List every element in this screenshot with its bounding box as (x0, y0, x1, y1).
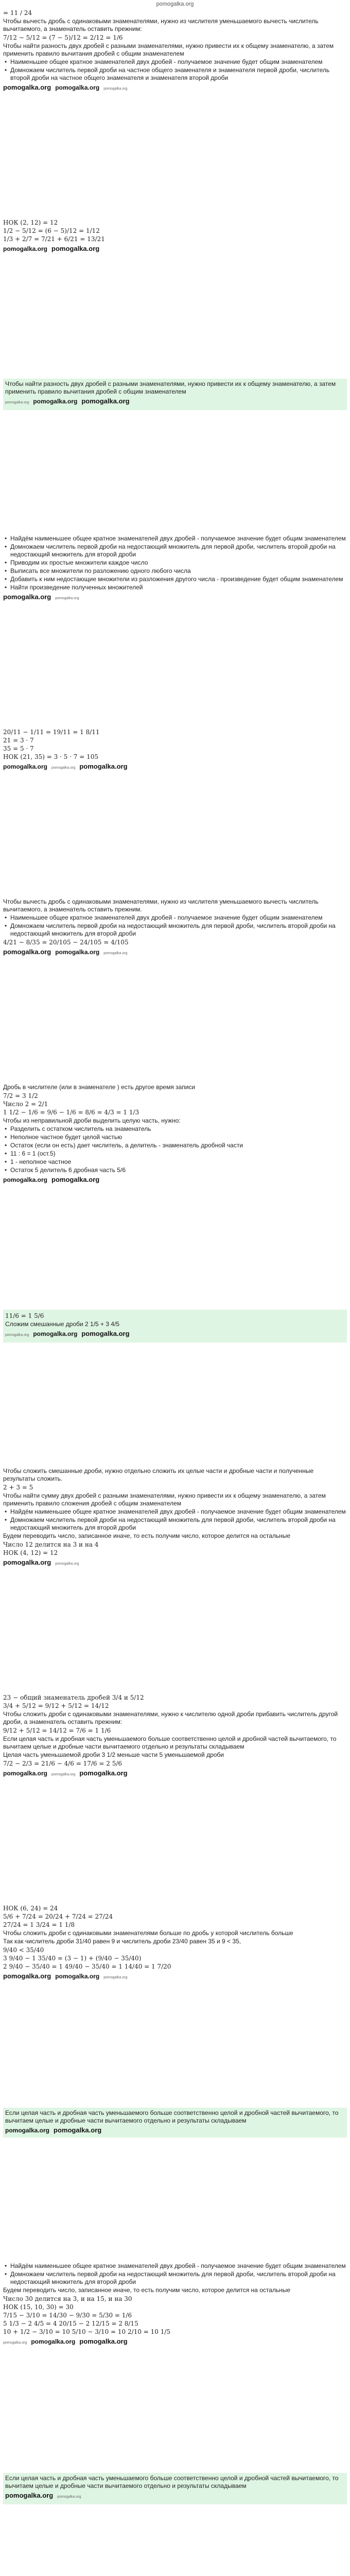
explanation-text: Будем переводить число, записанное иначе, то есть получим число, которое делится на остальные (3, 2286, 291, 2294)
rule-step: • Неполное частное будет целой частью (3, 1133, 347, 1141)
explanation-text: Чтобы сложить смешанные дроби, нужно отдельно сложить их целые части и дробные части и полученные результаты сложить. (3, 1467, 314, 1482)
math-expression: 11/6 = 1 5/6 (5, 1312, 44, 1319)
watermark-row (5, 2490, 345, 2502)
explanation-text: Так как числитель дроби 31/40 равен 9 и числитель дроби 23/40 равен 35 и 9 < 35, (3, 1938, 241, 1945)
watermark-logo: pomogalka.org (81, 1330, 130, 1337)
rule-step: • Приводим их простые множители каждое число (3, 559, 347, 567)
explanation-text: Чтобы найти сумму двух дробей с разными знаменателями, нужно привести их к общему знаменателю, а затем применить правило сложения дробей с общим знаменателем (3, 1492, 326, 1507)
rule-step: • 1 - неполное частное (3, 1158, 347, 1166)
math-expression: 5 1/3 − 2 4/5 = 4 20/15 − 2 12/15 = 2 8/15 (3, 2320, 138, 2327)
watermark-logo: pomogalka.org (55, 948, 100, 956)
math-expression: 7/15 − 3/10 = 14/30 − 9/30 = 5/30 = 1/6 (3, 2312, 132, 2319)
solution-block (3, 898, 347, 959)
rule-step: • Домножаем числитель первой дроби на недостающий множитель для первой дроби, числитель второй дроби на недостающий множитель для второй дроби (3, 1516, 347, 1532)
explanation-text: Чтобы сложить дроби с одинаковыми знаменателями больше по дробь у которой числитель больше (3, 1929, 293, 1937)
rule-step: • Найдём наименьшее общее кратное знаменателей двух дробей - получаемое значение будет общим знаменателем (3, 2262, 347, 2270)
rule-step: • Домножаем числитель первой дроби на недостающий множитель для первой дроби, числитель второй дроби на недостающий множитель для второй дроби (3, 543, 347, 558)
math-expression: 9/12 + 5/12 = 14/12 = 7/6 = 1 1/6 (3, 1727, 111, 1734)
watermark-row (3, 1175, 347, 1185)
watermark-logo: pomogalka.org (5, 2127, 50, 2134)
solution-block (3, 728, 347, 773)
watermark-logo: pomogalka.org (3, 593, 51, 601)
math-expression: 10 + 1/2 − 3/10 = 10 5/10 − 3/10 = 10 2/10 = 10 1/5 (3, 2328, 171, 2335)
explanation-text: Дробь в числителе (или в знаменателе ) есть другое время записи (3, 1083, 196, 1091)
solution-block (3, 9, 347, 94)
watermark-logo: pomogalka.org (5, 401, 29, 404)
watermark-row (3, 947, 347, 959)
watermark-row (3, 592, 347, 604)
solution-block (3, 535, 347, 604)
watermark-logo: pomogalka.org (57, 2495, 81, 2499)
rule-step: • Добавить к ним недостающие множители из разложения другого числа - произведение будет общим знаменателем (3, 575, 347, 583)
math-expression: = 11 / 24 (3, 9, 32, 16)
rule-step: • 11 : 6 = 1 (ост.5) (3, 1150, 347, 1158)
rule-step: • Домножаем числитель первой дроби на частное общего знаменателя и знаменателя первой дроби, числитель второй дроби на частное общего знаменателя и знаменателя второй дроби (3, 66, 347, 82)
watermark-logo: pomogalka.org (3, 948, 51, 956)
math-expression: 9/40 < 35/40 (3, 1946, 44, 1954)
rule-step: • Найти произведение полученных множителей (3, 584, 347, 591)
math-expression: 3/4 + 5/12 = 9/12 + 5/12 = 14/12 (3, 1702, 109, 1709)
rule-step: • Найдём наименьшее общее кратное знаменателей двух дробей - получаемое значение будет общим знаменателем (3, 535, 347, 543)
rule-step: • Наименьшее общее кратное знаменателей двух дробей - получаемое значение будет общим знаменателем (3, 58, 347, 66)
watermark-logo: pomogalka.org (79, 2337, 128, 2345)
watermark-row (3, 2336, 347, 2348)
watermark-logo: pomogalka.org (51, 766, 76, 770)
math-expression: 21 = 3 · 7 (3, 737, 34, 744)
rule-step: • Найдём наименьшее общее кратное знаменателей двух дробей - получаемое значение будет общим знаменателем (3, 1508, 347, 1516)
watermark-logo: pomogalka.org (103, 87, 128, 91)
math-expression: 4/21 − 8/35 = 20/105 − 24/105 = 4/105 (3, 939, 129, 946)
watermark-logo: pomogalka.org (3, 1558, 51, 1566)
watermark-row (3, 1557, 347, 1569)
explanation-text: Целая часть уменьшаемой дроби 3 1/2 меньше части 5 уменьшаемой дроби (3, 1751, 224, 1758)
watermark-logo: pomogalka.org (3, 1176, 48, 1183)
math-expression: 1/2 − 5/12 = (6 − 5)/12 = 1/12 (3, 227, 100, 234)
math-expression: Число 2 = 2/1 (3, 1100, 48, 1108)
math-expression: 35 = 5 · 7 (3, 745, 34, 752)
math-expression: НОК (21, 35) = 3 · 5 · 7 = 105 (3, 753, 98, 760)
solution-block (3, 1467, 347, 1569)
watermark-row (3, 1971, 347, 1983)
watermark-logo: pomogalka.org (33, 398, 78, 405)
math-expression: 2 + 3 = 5 (3, 1484, 33, 1491)
watermark-logo: pomogalka.org (103, 952, 128, 955)
rule-step: • Домножаем числитель первой дроби на недостающий множитель для первой дроби, числитель второй дроби на недостающий множитель для второй дроби (3, 2270, 347, 2286)
watermark-row (5, 1329, 345, 1341)
watermark-logo: pomogalka.org (55, 84, 100, 91)
watermark-logo: pomogalka.org (79, 1769, 128, 1777)
math-expression: НОК (2, 12) = 12 (3, 219, 58, 226)
explanation-text: Чтобы найти разность двух дробей с разными знаменателями, нужно привести их к общему знаменателю, а затем применить правило вычитания дробей с общим знаменателем (3, 42, 334, 57)
watermark-logo: pomogalka.org (3, 83, 51, 91)
solution-block (3, 219, 347, 254)
watermark-logo: pomogalka.org (5, 2492, 54, 2499)
watermark-logo: pomogalka.org (55, 1973, 100, 1980)
explanation-text: Если целая часть и дробная часть уменьшаемого больше соответственно целой и дробной частей вычитаемого, то вычитаем целые и дробные части вычитаемого отдельно и результаты складываем (3, 1735, 337, 1750)
solution-block (3, 379, 347, 410)
watermark-logo: pomogalka.org (3, 1972, 51, 1980)
rule-step: • Наименьшее общее кратное знаменателей двух дробей - получаемое значение будет общим знаменателем (3, 914, 347, 922)
explanation-text: Чтобы сложить дроби с одинаковыми знаменателями, нужно к числителю одной дроби прибавить числитель другой дроби, а знаменатель оставить прежним: (3, 1710, 338, 1725)
math-expression: 20/11 − 1/11 = 19/11 = 1 8/11 (3, 728, 100, 736)
watermark-logo: pomogalka.org (3, 245, 48, 252)
math-expression: 7/2 − 2/3 = 21/6 − 4/6 = 17/6 = 2 5/6 (3, 1760, 122, 1767)
math-expression: НОК (15, 10, 30) = 30 (3, 2303, 74, 2311)
explanation-text: Чтобы вычесть дробь с одинаковыми знаменателями, нужно из числителя уменьшаемого вычесть числитель вычитаемого, а знаменатель оставить прежним. (3, 898, 319, 913)
math-expression: 7/2 = 3 1/2 (3, 1092, 38, 1099)
rule-step: • Домножаем числитель первой дроби на недостающий множитель для первой дроби, числитель второй дроби на недостающий множитель для второй дроби (3, 922, 347, 938)
math-expression: НОК (6, 24) = 24 (3, 1905, 58, 1912)
math-expression: 1/3 + 2/7 = 7/21 + 6/21 = 13/21 (3, 235, 105, 243)
watermark-logo: pomogalka.org (55, 597, 79, 600)
watermark-logo: pomogalka.org (103, 1976, 128, 1979)
math-expression: Число 30 делится на 3, и на 15, и на 30 (3, 2295, 132, 2302)
watermark-logo: pomogalka.org (3, 2341, 27, 2345)
explanation-text: Чтобы вычесть дробь с одинаковыми знаменателями, нужно из числителя уменьшаемого вычесть числитель вычитаемого, а знаменатель оставить прежним: (3, 18, 319, 32)
solution-block (3, 2473, 347, 2504)
watermark-logo: pomogalka.org (5, 1333, 29, 1337)
rule-step: • Выписать все множители по разложению одного любого числа (3, 567, 347, 575)
explanation-text: Чтобы из неправильной дроби выделить целую часть, нужно: (3, 1117, 181, 1124)
watermark-row (3, 82, 347, 94)
explanation-text: Чтобы найти разность двух дробей с разными знаменателями, нужно привести их к общему знаменателю, а затем применить правило вычитания дробей с общим знаменателем (5, 380, 336, 395)
math-expression: НОК (4, 12) = 12 (3, 1549, 58, 1556)
explanation-text: Если целая часть и дробная часть уменьшаемого больше соответственно целой и дробной частей вычитаемого, то вычитаем целые и дробные части вычитаемого отдельно и результаты складываем (5, 2109, 339, 2124)
solution-block (3, 1694, 347, 1780)
watermark-logo: pomogalka.org (81, 397, 130, 405)
solution-block (3, 1083, 347, 1185)
math-expression: 7/12 − 5/12 = (7 − 5)/12 = 2/12 = 1/6 (3, 34, 123, 41)
solution-block (3, 2262, 347, 2348)
site-header-label: pomogalka.org (156, 1, 194, 7)
math-expression: 23 − общий знаменатель дробей 3/4 и 5/12 (3, 1694, 144, 1701)
watermark-logo: pomogalka.org (51, 1773, 76, 1776)
rule-step: • Остаток 5 делитель 6 дробная часть 5/6 (3, 1166, 347, 1174)
watermark-logo: pomogalka.org (54, 2126, 102, 2134)
watermark-logo: pomogalka.org (51, 1176, 100, 1183)
watermark-row (5, 2125, 345, 2136)
watermark-row (3, 1768, 347, 1780)
solution-content (0, 9, 350, 2576)
explanation-text: Если целая часть и дробная часть уменьшаемого больше соответственно целой и дробной частей вычитаемого, то вычитаем целые и дробные части вычитаемого отдельно и результаты складываем (5, 2475, 339, 2489)
watermark-logo: pomogalka.org (51, 245, 100, 252)
watermark-row (3, 761, 347, 773)
watermark-row (5, 396, 345, 408)
math-expression: 1 1/2 − 1/6 = 9/6 − 1/6 = 8/6 = 4/3 = 1 1/3 (3, 1109, 139, 1116)
math-expression: 2 9/40 − 35/40 = 1 49/40 − 35/40 = 1 14/40 = 1 7/20 (3, 1963, 171, 1970)
explanation-text: Будем переводить число, записанное иначе, то есть получим число, которое делится на остальные (3, 1532, 291, 1539)
watermark-row (3, 244, 347, 254)
math-expression: 3 9/40 − 1 35/40 = (3 − 1) + (9/40 − 35/40) (3, 1955, 142, 1962)
watermark-logo: pomogalka.org (55, 1562, 79, 1566)
solution-block (3, 1905, 347, 1983)
math-expression: 5/6 + 7/24 = 20/24 + 7/24 = 27/24 (3, 1913, 113, 1920)
watermark-logo: pomogalka.org (33, 1330, 78, 1337)
math-expression: Число 12 делится на 3 и на 4 (3, 1541, 99, 1548)
rule-step: • Остаток (если он есть) дает числитель, а делитель - знаменатель дробной части (3, 1142, 347, 1149)
math-expression: 27/24 = 1 3/24 = 1 1/8 (3, 1921, 75, 1928)
watermark-logo: pomogalka.org (79, 762, 128, 770)
watermark-logo: pomogalka.org (3, 1770, 48, 1777)
site-header[interactable] (0, 0, 350, 8)
solution-block (3, 1310, 347, 1343)
explanation-text: Сложим смешанные дроби 2 1/5 + 3 4/5 (5, 1320, 120, 1328)
watermark-logo: pomogalka.org (3, 763, 48, 770)
solution-block (3, 2108, 347, 2138)
watermark-logo: pomogalka.org (31, 2338, 76, 2345)
rule-step: • Разделить с остатком числитель на знаменатель (3, 1125, 347, 1133)
